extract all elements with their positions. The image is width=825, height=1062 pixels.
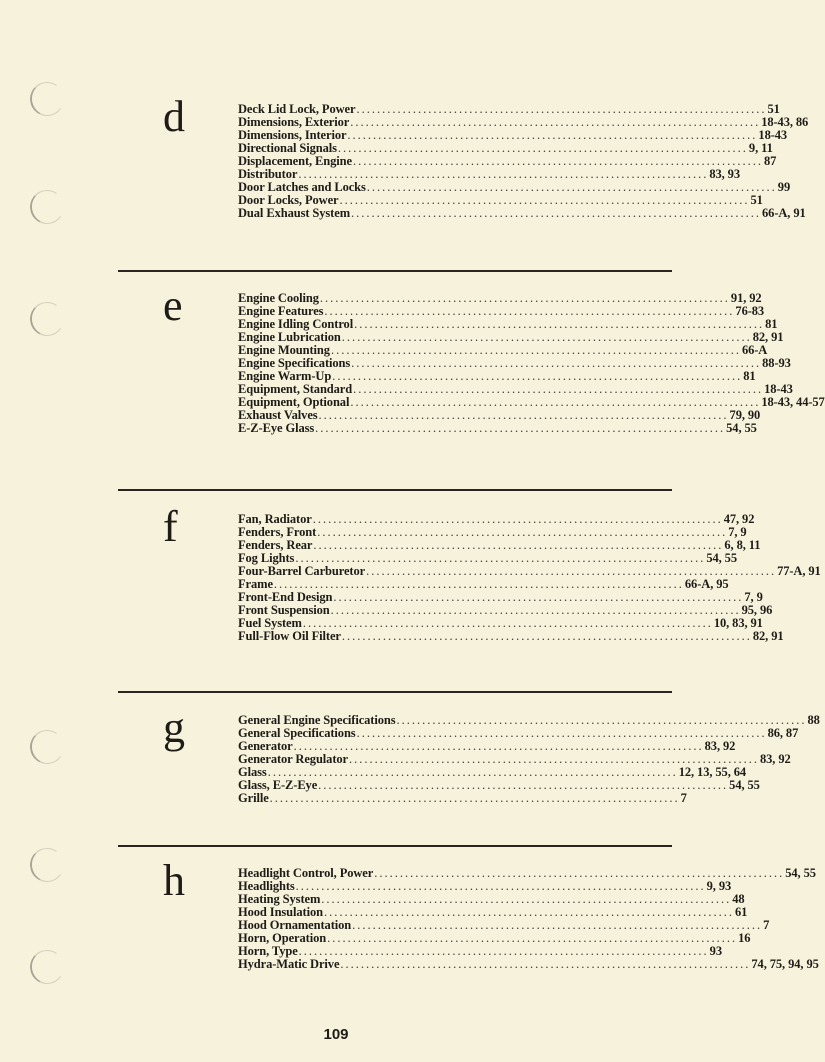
binder-hole (27, 299, 66, 338)
entry-pages: 12, 13, 55, 64 (678, 765, 747, 779)
entry-label: Engine Specifications (238, 356, 351, 370)
dot-leader: ................................................................................ (312, 512, 723, 526)
dot-leader: ................................................................................ (356, 102, 767, 116)
entry-label: Distributor (238, 167, 298, 181)
entry-pages: 54, 55 (706, 551, 737, 565)
entry-pages: 76-83 (735, 304, 765, 318)
dot-leader: ................................................................................ (298, 167, 709, 181)
entry-label: Frame (238, 577, 273, 591)
dot-leader: ................................................................................ (350, 115, 761, 129)
entry-pages: 10, 83, 91 (713, 616, 763, 630)
entry-pages: 7, 9 (744, 590, 763, 604)
entry-pages: 9, 11 (748, 141, 773, 155)
index-entry (238, 206, 806, 220)
dot-leader: ................................................................................ (396, 713, 807, 727)
entry-pages: 91, 92 (730, 291, 762, 305)
entry-label: Exhaust Valves (238, 408, 318, 422)
entry-pages: 99 (777, 180, 791, 194)
entry-label: Heating System (238, 892, 321, 906)
page-number: 109 (323, 1026, 349, 1043)
dot-leader: ................................................................................ (333, 590, 744, 604)
section-divider (118, 845, 672, 847)
dot-leader: ................................................................................ (339, 193, 750, 207)
entry-pages: 77-A, 91 (777, 564, 821, 578)
dot-leader: ................................................................................ (269, 791, 680, 805)
binder-hole (27, 727, 66, 766)
entry-pages: 7, 9 (728, 525, 747, 539)
entry-label: Fuel System (238, 616, 302, 630)
dot-leader: ................................................................................ (313, 538, 724, 552)
entry-label: Directional Signals (238, 141, 337, 155)
entry-pages: 18-43, 86 (761, 115, 809, 129)
dot-leader: ................................................................................ (352, 918, 763, 932)
entry-label: Full-Flow Oil Filter (238, 629, 341, 643)
entry-pages: 9, 93 (706, 879, 732, 893)
dot-leader: ................................................................................ (318, 778, 729, 792)
entry-label: Horn, Type (238, 944, 298, 958)
entry-pages: 82, 91 (752, 330, 784, 344)
dot-leader: ................................................................................ (295, 879, 706, 893)
dot-leader: ................................................................................ (327, 931, 738, 945)
dot-leader: ................................................................................ (302, 616, 713, 630)
entry-pages: 54, 55 (785, 866, 816, 880)
entry-label: Headlights (238, 879, 295, 893)
dot-leader: ................................................................................ (319, 291, 730, 305)
entry-label: Door Locks, Power (238, 193, 339, 207)
dot-leader: ................................................................................ (324, 304, 735, 318)
dot-leader: ................................................................................ (353, 382, 764, 396)
dot-leader: ................................................................................ (350, 395, 761, 409)
entry-label: Horn, Operation (238, 931, 327, 945)
section-letter: g (163, 703, 185, 752)
entry-label: Generator Regulator (238, 752, 348, 766)
entry-label: Fenders, Rear (238, 538, 313, 552)
dot-leader: ................................................................................ (318, 408, 729, 422)
entry-label: Engine Cooling (238, 291, 319, 305)
entry-pages: 79, 90 (729, 408, 761, 422)
entry-label: Hood Insulation (238, 905, 323, 919)
entry-pages: 88 (807, 713, 820, 727)
entry-pages: 61 (735, 905, 748, 919)
dot-leader: ................................................................................ (267, 765, 678, 779)
entry-label: E-Z-Eye Glass (238, 421, 315, 435)
dot-leader: ................................................................................ (293, 739, 704, 753)
entry-pages: 93 (709, 944, 722, 958)
entry-pages: 16 (738, 931, 751, 945)
dot-leader: ................................................................................ (330, 603, 741, 617)
entry-pages: 18-43, 44-57 (761, 395, 825, 409)
entry-label: Front Suspension (238, 603, 330, 617)
entry-label: Equipment, Standard (238, 382, 353, 396)
index-entry (238, 629, 784, 643)
entry-list (238, 713, 820, 805)
binder-hole (27, 187, 66, 226)
dot-leader: ................................................................................ (366, 564, 777, 578)
index-entry (238, 957, 819, 971)
dot-leader: ................................................................................ (337, 141, 748, 155)
dot-leader: ................................................................................ (374, 866, 785, 880)
entry-pages: 47, 92 (723, 512, 755, 526)
dot-leader: ................................................................................ (352, 154, 763, 168)
entry-pages: 83, 92 (704, 739, 736, 753)
section-letter: f (163, 502, 178, 551)
entry-label: Engine Mounting (238, 343, 330, 357)
section-divider (118, 489, 672, 491)
entry-pages: 82, 91 (752, 629, 784, 643)
entry-label: Hood Ornamentation (238, 918, 352, 932)
entry-label: General Specifications (238, 726, 356, 740)
dot-leader: ................................................................................ (332, 369, 743, 383)
entry-pages: 81 (743, 369, 756, 383)
entry-label: Grille (238, 791, 269, 805)
entry-pages: 83, 92 (760, 752, 791, 766)
entry-pages: 95, 96 (741, 603, 773, 617)
dot-leader: ................................................................................ (351, 206, 762, 220)
entry-list (238, 102, 809, 220)
section-letter: h (163, 856, 185, 905)
binder-hole (27, 79, 66, 118)
entry-pages: 88-93 (762, 356, 791, 370)
dot-leader: ................................................................................ (356, 726, 767, 740)
entry-label: Front-End Design (238, 590, 333, 604)
entry-label: Dual Exhaust System (238, 206, 351, 220)
entry-pages: 48 (732, 892, 745, 906)
entry-label: Displacement, Engine (238, 154, 352, 168)
dot-leader: ................................................................................ (354, 317, 765, 331)
entry-pages: 7 (763, 918, 770, 932)
dot-leader: ................................................................................ (321, 892, 732, 906)
dot-leader: ................................................................................ (324, 905, 734, 919)
entry-label: Four-Barrel Carburetor (238, 564, 366, 578)
section-divider (118, 691, 672, 693)
entry-pages: 54, 55 (729, 778, 760, 792)
entry-label: Engine Features (238, 304, 324, 318)
entry-label: Deck Lid Lock, Power (238, 102, 356, 116)
entry-label: Hydra-Matic Drive (238, 957, 340, 971)
entry-pages: 86, 87 (767, 726, 799, 740)
entry-label: General Engine Specifications (238, 713, 396, 727)
entry-label: Equipment, Optional (238, 395, 350, 409)
binder-hole (27, 947, 66, 986)
entry-list (238, 291, 825, 435)
dot-leader: ................................................................................ (330, 343, 741, 357)
section-letter: e (163, 281, 183, 330)
entry-label: Glass, E-Z-Eye (238, 778, 318, 792)
entry-label: Fenders, Front (238, 525, 317, 539)
dot-leader: ................................................................................ (315, 421, 726, 435)
entry-label: Fan, Radiator (238, 512, 312, 526)
entry-pages: 66-A, 91 (762, 206, 806, 220)
entry-list (238, 866, 819, 971)
entry-pages: 6, 8, 11 (724, 538, 761, 552)
entry-label: Glass (238, 765, 267, 779)
entry-pages: 66-A, 95 (684, 577, 729, 591)
entry-pages: 87 (763, 154, 777, 168)
dot-leader: ................................................................................ (340, 957, 751, 971)
entry-label: Engine Lubrication (238, 330, 341, 344)
dot-leader: ................................................................................ (341, 330, 752, 344)
index-entry (238, 791, 687, 805)
entry-pages: 74, 75, 94, 95 (751, 957, 819, 971)
dot-leader: ................................................................................ (349, 752, 759, 766)
entry-label: Engine Warm-Up (238, 369, 332, 383)
entry-label: Engine Idling Control (238, 317, 354, 331)
entry-label: Fog Lights (238, 551, 295, 565)
dot-leader: ................................................................................ (317, 525, 728, 539)
entry-pages: 83, 93 (709, 167, 740, 181)
entry-label: Door Latches and Locks (238, 180, 366, 194)
entry-pages: 18-43 (764, 382, 793, 396)
dot-leader: ................................................................................ (273, 577, 684, 591)
dot-leader: ................................................................................ (341, 629, 752, 643)
entry-label: Headlight Control, Power (238, 866, 374, 880)
entry-list (238, 512, 821, 643)
section-letter: d (163, 92, 185, 141)
entry-pages: 54, 55 (726, 421, 757, 435)
entry-pages: 18-43 (758, 128, 788, 142)
entry-pages: 66-A (741, 343, 768, 357)
dot-leader: ................................................................................ (366, 180, 777, 194)
index-entry (238, 421, 757, 435)
section-divider (118, 270, 672, 272)
entry-pages: 51 (750, 193, 763, 207)
entry-pages: 81 (765, 317, 778, 331)
entry-pages: 7 (680, 791, 687, 805)
dot-leader: ................................................................................ (347, 128, 758, 142)
dot-leader: ................................................................................ (298, 944, 709, 958)
dot-leader: ................................................................................ (351, 356, 762, 370)
entry-label: Generator (238, 739, 293, 753)
entry-label: Dimensions, Exterior (238, 115, 350, 129)
entry-pages: 51 (767, 102, 780, 116)
entry-label: Dimensions, Interior (238, 128, 347, 142)
dot-leader: ................................................................................ (295, 551, 706, 565)
binder-hole (27, 845, 66, 884)
